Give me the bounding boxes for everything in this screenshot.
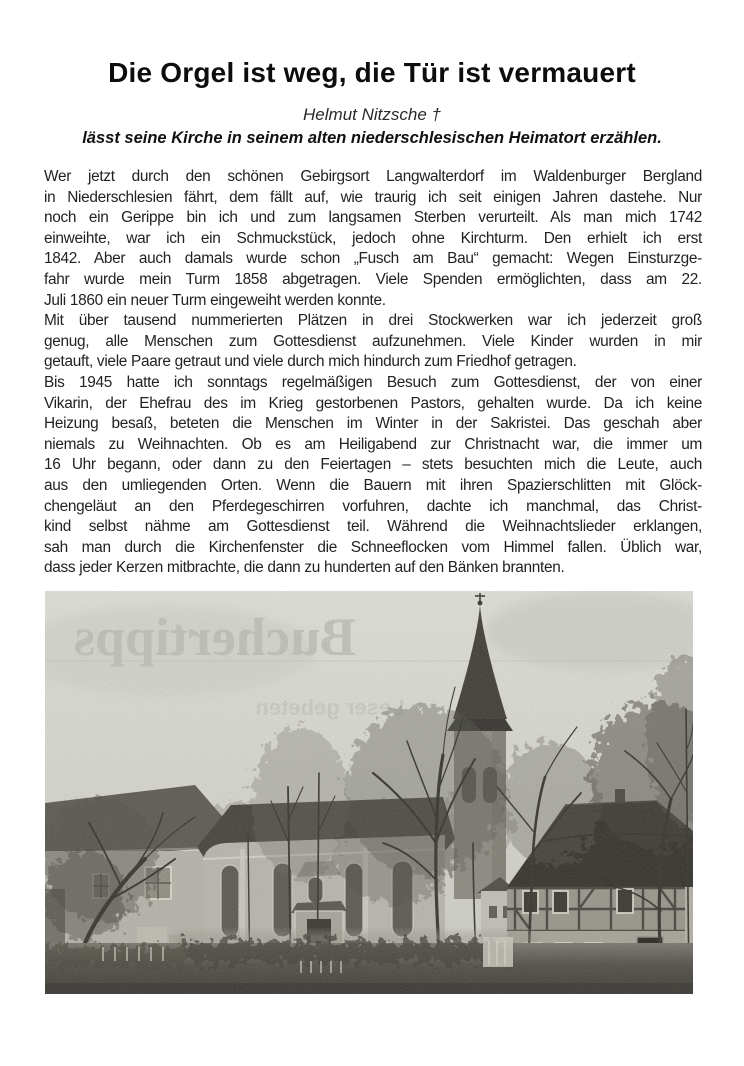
body-line: getauft, viele Paare getraut und viele durch mich hindurch zum Friedhof getragen. <box>44 353 577 371</box>
body-line: 16 Uhr begann, oder dann zu den Feiertagen – stets besuchten mich die Leute, auch <box>44 456 702 474</box>
body-line: 1842. Aber auch damals wurde schon „Fusch am Bau“ gemacht: Wegen Einsturzge- <box>44 250 702 268</box>
body-line: einweihte, war ich ein Schmuckstück, jedoch ohne Kirchturm. Den erhielt ich erst <box>44 229 702 247</box>
body-line: genug, alle Menschen zum Gottesdienst aufzunehmen. Viele Kinder wurden in mir <box>44 332 702 350</box>
body-line: Juli 1860 ein neuer Turm eingeweiht werden konnte. <box>44 291 386 309</box>
article-subtitle: lässt seine Kirche in seinem alten niederschlesischen Heimatort erzählen. <box>82 129 662 147</box>
body-line: chengeläut an den Pferdegeschirren vorfuhren, dachte ich manchmal, das Christ- <box>44 497 702 515</box>
body-line: Bis 1945 hatte ich sonntags regelmäßigen Besuch zum Gottesdienst, der von einer <box>44 373 702 391</box>
church-photo <box>45 591 693 994</box>
article-title: Die Orgel ist weg, die Tür ist vermauert <box>108 57 636 88</box>
body-line: Heizung besaß, beteten die Menschen im Winter in der Sakristei. Das geschah aber <box>44 415 702 433</box>
body-line: aus den umliegenden Orten. Wenn die Bauern mit ihren Spazierschlitten mit Glöck- <box>44 476 702 494</box>
body-line: dass jeder Kerzen mitbrachte, die dann zu hunderten auf den Bänken brannten. <box>44 559 565 577</box>
body-line: Vikarin, der Ehefrau des im Krieg gestorbenen Pastors, gehalten wurde. Da ich keine <box>44 394 702 412</box>
body-line: niemals zu Weihnachten. Ob es am Heiligabend zur Christnacht war, die immer um <box>44 435 702 453</box>
body-line: noch ein Gerippe bin ich und zum langsamen Sterben verurteilt. Als man mich 1742 <box>44 209 702 227</box>
church-photo-canvas <box>45 591 693 994</box>
body-line: kind selbst nähme am Gottesdienst teil. Während die Weihnachtslieder erklangen, <box>44 518 702 536</box>
body-line: Wer jetzt durch den schönen Gebirgsort Langwalterdorf im Waldenburger Bergland <box>44 168 702 185</box>
body-line: Mit über tausend nummerierten Plätzen in drei Stockwerken war ich jederzeit groß <box>44 312 702 330</box>
body-line: in Niederschlesien fährt, dem fällt auf, wie traurig ich seit einigen Jahren dastehe. Nur <box>44 188 702 206</box>
body-line: fahr wurde mein Turm 1858 abgetragen. Viele Spenden ermöglichten, dass am 22. <box>44 270 702 288</box>
article-body <box>44 167 702 579</box>
body-line: sah man durch die Kirchenfenster die Schneeflocken vom Himmel fallen. Üblich war, <box>44 538 702 556</box>
grain-overlay-light <box>45 591 693 994</box>
article-author: Helmut Nitzsche † <box>303 105 441 124</box>
